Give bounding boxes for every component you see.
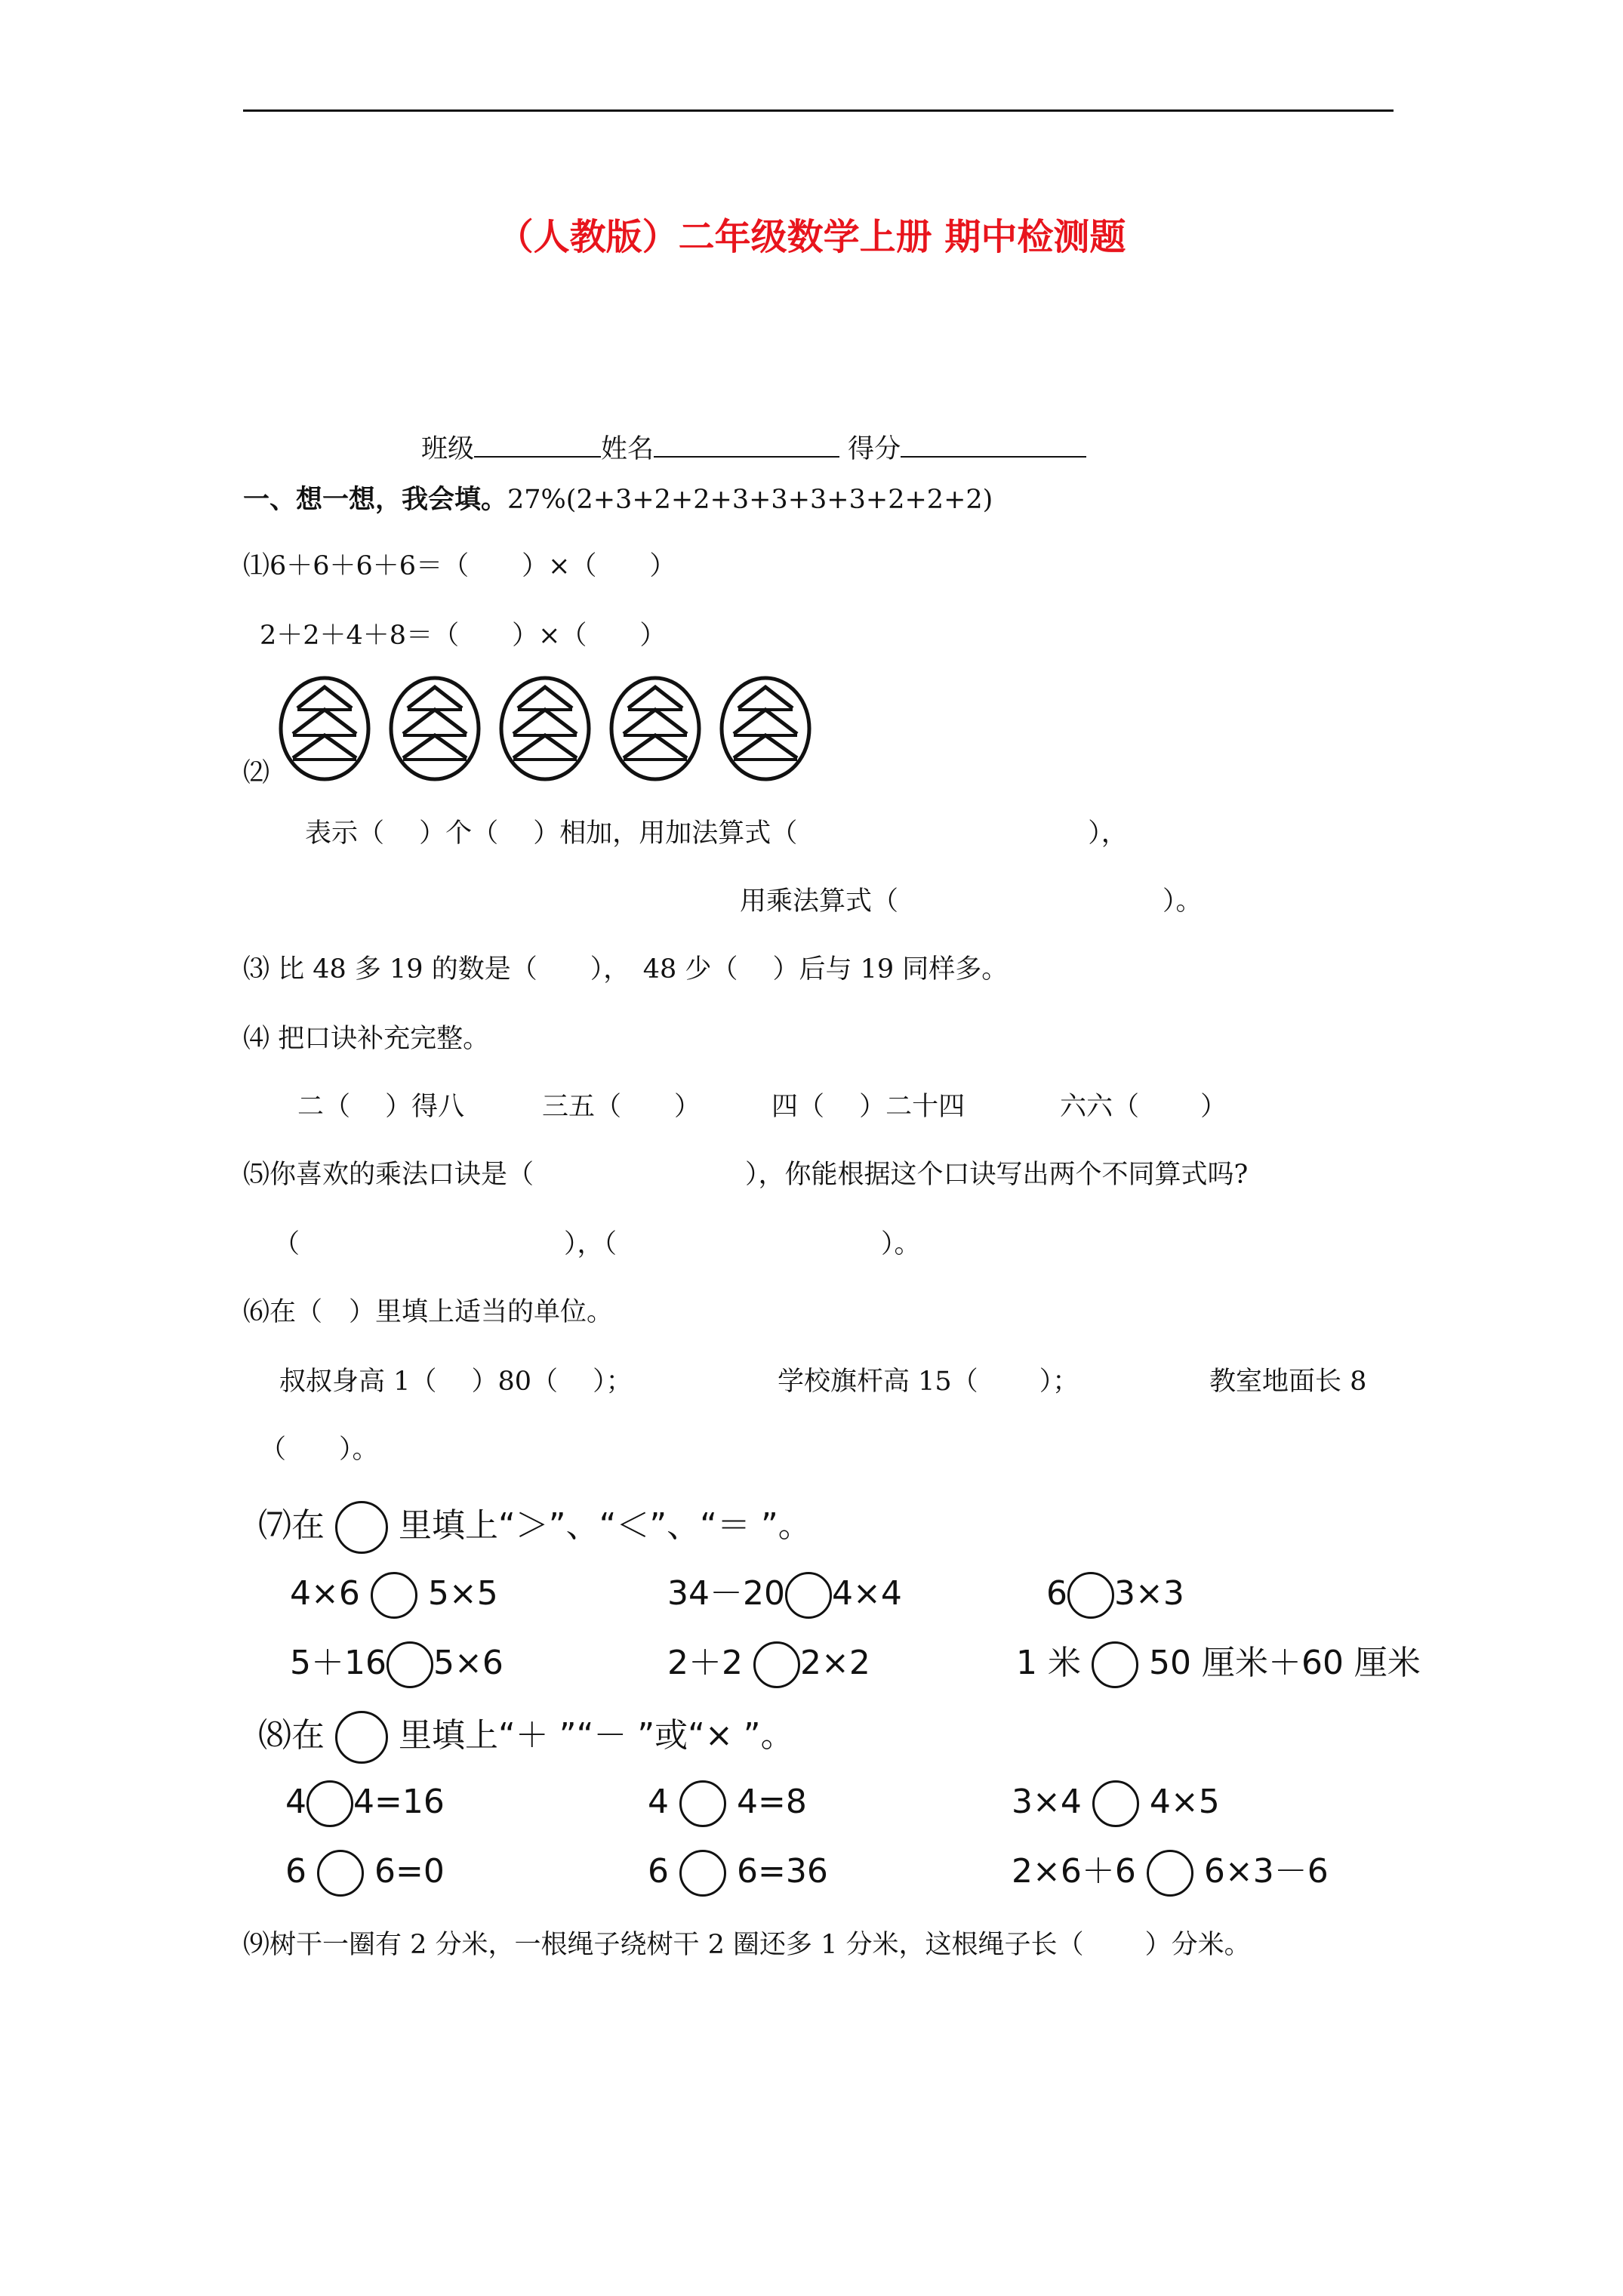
q5-line-1: ⑸你喜欢的乘法口诀是（ ），你能根据这个口诀写出两个不同算式吗? [243, 1160, 1249, 1190]
q7-row1-item3-left: 6 [1046, 1574, 1067, 1613]
q8-row2-item3-left: 2×6＋6 [1012, 1852, 1136, 1891]
q7-row2-item3 [1016, 1641, 1421, 1688]
q8-row2-item1-left: 6 [285, 1852, 306, 1891]
name-label: 姓名 [601, 434, 654, 464]
q8-row1-item1-left: 4 [285, 1783, 306, 1821]
q8-title [258, 1711, 794, 1764]
q8-row2-item3-right: 6×3－6 [1203, 1852, 1329, 1891]
q8-row2-item2-left: 6 [648, 1852, 669, 1891]
score-label: 得分 [848, 434, 901, 464]
q4-item-1: 二（ ）得八 [297, 1092, 465, 1122]
q7-row1-item2-left: 34－20 [667, 1574, 785, 1613]
q4-item-4: 六六（ ） [1060, 1092, 1227, 1122]
answer-circle[interactable] [387, 1641, 433, 1688]
name-blank[interactable] [654, 430, 839, 458]
q7-row1-item1-right: 5×5 [427, 1574, 498, 1613]
q4-item-2: 三五（ ） [542, 1092, 701, 1122]
circle-triangle-stack-icon [611, 678, 699, 779]
q7-row1-item3-right: 3×3 [1114, 1574, 1184, 1613]
q4-text: ⑷ 把口诀补充完整。 [243, 1024, 490, 1054]
q7-row2-item1-left: 5＋16 [290, 1644, 387, 1682]
header-rule [243, 109, 1394, 112]
section-1-title: 一、想一想，我会填。 [243, 485, 508, 515]
q7-row1-item1-left: 4×6 [290, 1574, 360, 1613]
answer-circle[interactable] [1147, 1850, 1193, 1897]
q1-line-2: 2＋2＋4＋8＝（ ）×（ ） [260, 621, 667, 651]
q9-text: ⑼树干一圈有 2 分米，一根绳子绕树干 2 圈还多 1 分米，这根绳子长（ ）分米。 [243, 1930, 1251, 1960]
circle-triangle-stack-icon [722, 678, 809, 779]
student-info-line [421, 430, 1086, 466]
answer-circle[interactable] [785, 1572, 832, 1619]
q8-row2-item1-right: 6=0 [374, 1852, 445, 1891]
q8-row2-item2 [648, 1850, 828, 1897]
answer-circle[interactable] [753, 1641, 800, 1688]
q7-row2-item2-right: 2×2 [800, 1644, 870, 1682]
q8-row1-item1 [285, 1780, 445, 1827]
q2-picture [275, 673, 820, 784]
answer-circle[interactable] [1092, 1641, 1138, 1688]
score-blank[interactable] [901, 430, 1086, 458]
answer-circle[interactable] [317, 1850, 364, 1897]
q6-item-2: 学校旗杆高 15（ ）； [778, 1367, 1079, 1397]
section-1-heading [243, 483, 993, 516]
q3-text: ⑶ 比 48 多 19 的数是（ ）， 48 少（ ）后与 19 同样多。 [243, 954, 1009, 985]
q7-row1-item2 [667, 1572, 902, 1619]
q7-title-prefix: ⑺在 [258, 1506, 325, 1545]
circle-triangle-stack-icon [501, 678, 589, 779]
q2-line-2: 用乘法算式（ ）。 [740, 886, 1203, 917]
q7-row2-item3-right: 50 厘米＋60 厘米 [1148, 1644, 1421, 1682]
answer-circle[interactable] [1067, 1572, 1114, 1619]
q8-row2-item3 [1012, 1850, 1329, 1897]
circle-triangle-stack-icon [281, 678, 368, 779]
q8-title-prefix: ⑻在 [258, 1716, 325, 1755]
q8-row1-item2-right: 4=8 [737, 1783, 807, 1821]
answer-circle[interactable] [371, 1572, 417, 1619]
q8-row1-item1-right: 4=16 [353, 1783, 445, 1821]
answer-circle[interactable] [679, 1780, 726, 1827]
answer-circle[interactable] [306, 1780, 353, 1827]
q7-row1-item1 [290, 1572, 498, 1619]
answer-circle[interactable] [1092, 1780, 1139, 1827]
q7-row2-item2-left: 2＋2 [667, 1644, 743, 1682]
answer-circle-icon [335, 1501, 388, 1554]
q8-row1-item2 [648, 1780, 807, 1827]
answer-circle-icon [335, 1711, 388, 1764]
q8-row2-item2-right: 6=36 [737, 1852, 828, 1891]
q1-line-1: ⑴6＋6＋6＋6＝（ ）×（ ） [243, 551, 676, 581]
q7-row1-item3 [1046, 1572, 1184, 1619]
class-blank[interactable] [474, 430, 601, 458]
q8-row2-item1 [285, 1850, 445, 1897]
q8-row1-item2-left: 4 [648, 1783, 669, 1821]
q7-row2-item2 [667, 1641, 870, 1688]
answer-circle[interactable] [679, 1850, 726, 1897]
q2-line-1: 表示（ ）个（ ）相加，用加法算式（ ）， [305, 818, 1128, 849]
circle-triangle-stack-icon [391, 678, 479, 779]
q8-row1-item3 [1012, 1780, 1220, 1827]
q6-line-1: ⑹在（ ）里填上适当的单位。 [243, 1297, 614, 1327]
q4-item-3: 四（ ）二十四 [771, 1092, 965, 1122]
q8-title-suffix: 里填上“＋ ”“－ ”或“× ”。 [399, 1716, 794, 1755]
q7-row2-item3-left: 1 米 [1016, 1644, 1081, 1682]
class-label: 班级 [421, 434, 475, 464]
q8-row1-item3-right: 4×5 [1149, 1783, 1220, 1821]
q6-item-1: 叔叔身高 1（ ）80（ ）； [279, 1367, 633, 1397]
q2-number: ⑵ [243, 758, 270, 788]
q8-row1-item3-left: 3×4 [1012, 1783, 1082, 1821]
q7-row2-item1 [290, 1641, 504, 1688]
q7-title-suffix: 里填上“＞”、“＜”、“＝ ”。 [399, 1506, 812, 1545]
q7-row1-item2-right: 4×4 [831, 1574, 902, 1613]
section-1-points: 27%(2+3+2+2+3+3+3+3+2+2+2) [507, 485, 993, 515]
q7-row2-item1-right: 5×6 [433, 1644, 504, 1682]
q6-item-3: 教室地面长 8 [1209, 1367, 1367, 1397]
q6-line-3: （ ）。 [260, 1435, 379, 1465]
q7-title [258, 1501, 812, 1554]
q5-line-2: （ ），（ ）。 [273, 1229, 921, 1259]
page-title: （人教版）二年级数学上册 期中检测题 [497, 216, 1126, 258]
